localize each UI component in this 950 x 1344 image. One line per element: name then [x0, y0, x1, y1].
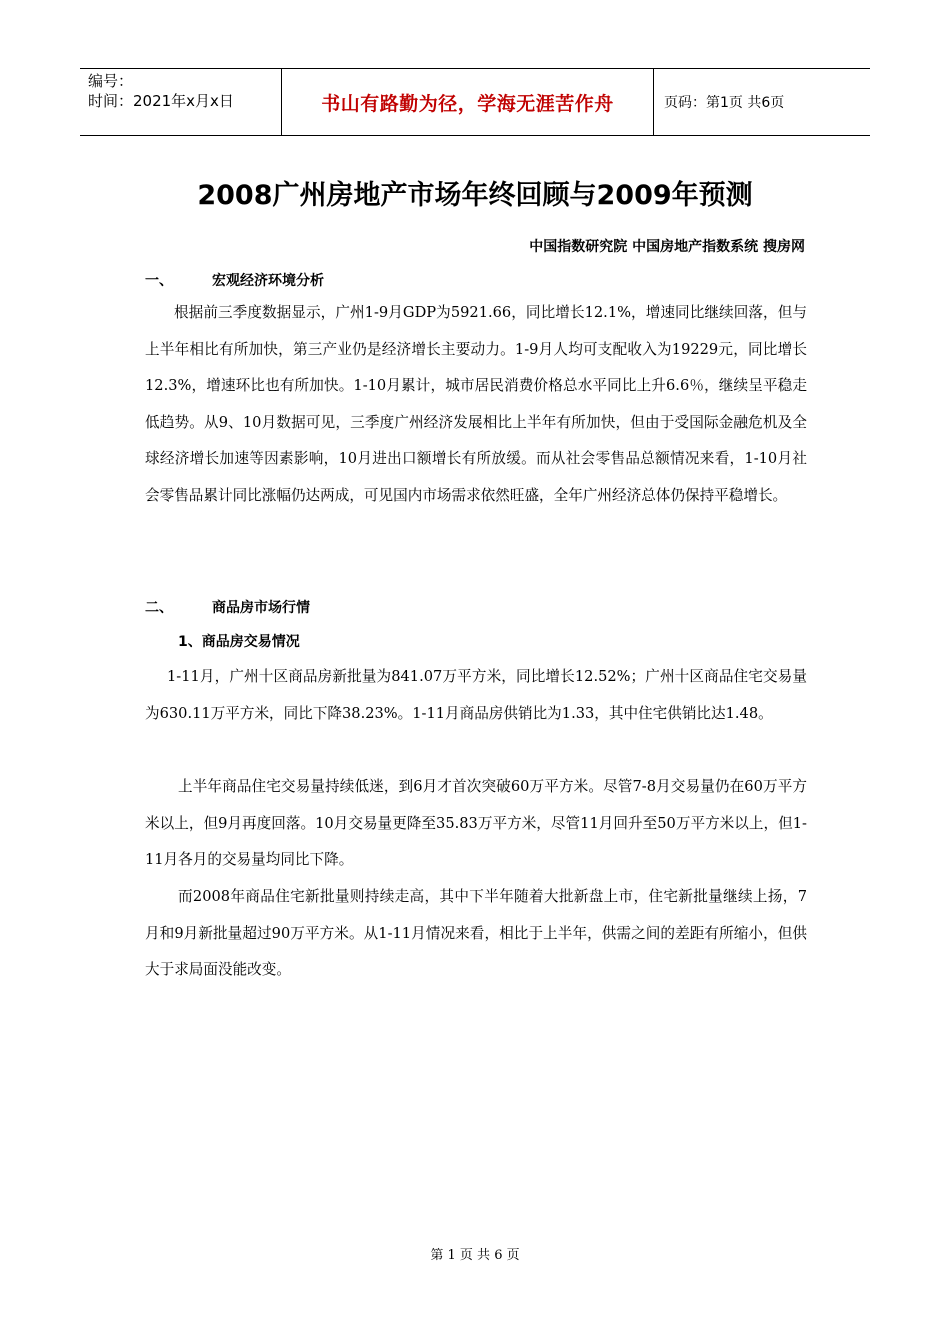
date-label: 时间：2021年x月x日 [88, 92, 234, 110]
header-motto-cell [281, 69, 654, 135]
page-info: 页码：第1页 共6页 [664, 95, 785, 111]
section-title: 商品房市场行情 [212, 600, 310, 616]
page-footer: 第 1 页 共 6 页 [430, 1248, 520, 1263]
motto-text: 书山有路勤为径，学海无涯苦作舟 [321, 92, 614, 115]
section-number: 二、 [145, 600, 173, 616]
header-meta-cell [80, 69, 281, 135]
number-label: 编号： [88, 72, 134, 90]
header-table [80, 68, 870, 136]
header-page-cell [654, 69, 870, 135]
subsection-heading-transactions: 1、商品房交易情况 [178, 634, 300, 650]
section-title: 宏观经济环境分析 [212, 273, 324, 289]
paragraph-transactions-1: 1-11月，广州十区商品房新批量为841.07万平方米，同比增长12.52%；广州十区商品住宅交易量为630.11万平方米，同比下降38.23%。1-11月商品房供销比为1.33，其中住宅供销比达1.48。 [145, 668, 807, 722]
section-heading-macro [145, 270, 324, 292]
document-source: 中国指数研究院 中国房地产指数系统 搜房网 [529, 239, 805, 255]
paragraph-transactions-2: 上半年商品住宅交易量持续低迷，到6月才首次突破60万平方米。尽管7-8月交易量仍在60万平方米以上，但9月再度回落。10月交易量更降至35.83万平方米，尽管11月回升至50万平方米以上，但1-11月各月的交易量均同比下降。 [145, 778, 807, 869]
section-heading-market [145, 597, 310, 619]
paragraph-macro-economy: 根据前三季度数据显示，广州1-9月GDP为5921.66，同比增长12.1%，增速同比继续回落，但与上半年相比有所加快，第三产业仍是经济增长主要动力。1-9月人均可支配收入为19229元，同比增长12.3%，增速环比也有所加快。1-10月累计，城市居民消费价格总水平同比上升6.6％，继续呈平稳走低趋势。从9、10月数据可见，三季度广州经济发展相比上半年有所加快，但由于受国际金融危机及全球经济增长加速等因素影响，10月进出口额增长有所放缓。而从社会零售品总额情况来看，1-10月社会零售品累计同比涨幅仍达两成，可见国内市场需求依然旺盛，全年广州经济总体仍保持平稳增长。 [145, 304, 807, 504]
paragraph-transactions-3: 而2008年商品住宅新批量则持续走高，其中下半年随着大批新盘上市，住宅新批量继续上扬，7月和9月新批量超过90万平方米。从1-11月情况来看，相比于上半年，供需之间的差距有所缩小，但供大于求局面没能改变。 [145, 888, 807, 979]
document-title: 2008广州房地产市场年终回顾与2009年预测 [197, 180, 753, 211]
section-number: 一、 [145, 273, 173, 289]
